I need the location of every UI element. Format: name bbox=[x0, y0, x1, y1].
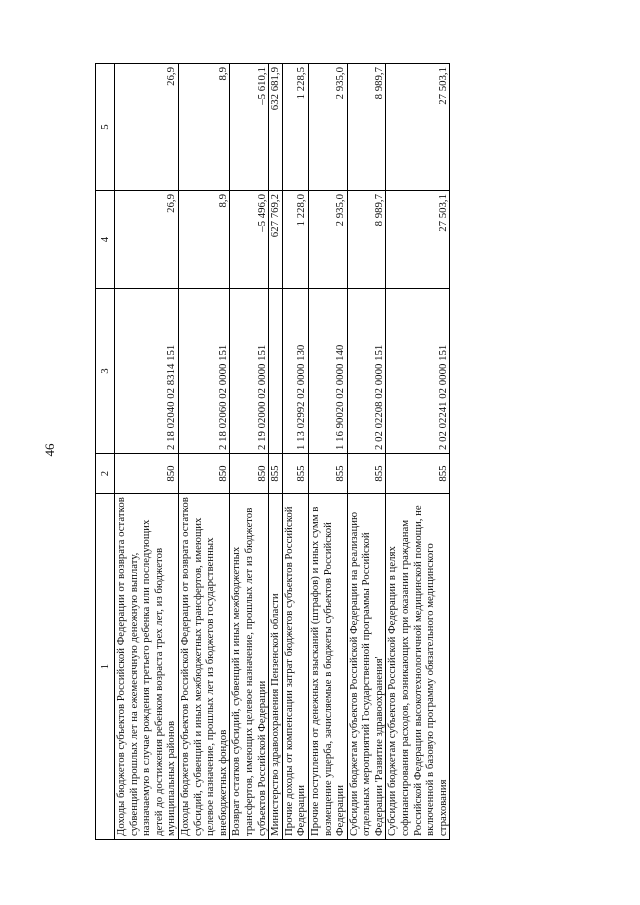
header-col-2: 2 bbox=[96, 454, 115, 494]
row-value-col4: 27 503,1 bbox=[386, 191, 450, 289]
row-name: Субсидии бюджетам субъектов Российской Федерации на реализацию отдельных мероприятий Государственной программы Российской Федерации 'Развитие здравоохранения' bbox=[347, 494, 386, 840]
row-value-col4: 8,9 bbox=[178, 191, 229, 289]
table-row bbox=[230, 64, 269, 840]
row-classification-code: 2 18 02040 02 8314 151 bbox=[115, 289, 179, 454]
table-row bbox=[347, 64, 386, 840]
row-value-col4: 627 769,2 bbox=[269, 191, 283, 289]
table-row bbox=[178, 64, 229, 840]
row-value-col5: 1 228,5 bbox=[282, 64, 308, 191]
header-col-3: 3 bbox=[96, 289, 115, 454]
row-admin-code: 850 bbox=[230, 454, 269, 494]
row-name: Доходы бюджетов субъектов Российской Федерации от возврата остатков субвенций прошлых лет на ежемесячную денежную выплату, назначаемую в случае рождения третьего ребенка или последующих детей до достижения ребенком возраста трех лет, из бюджетов муниципальных районов bbox=[115, 494, 179, 840]
page-number: 46 bbox=[42, 443, 57, 457]
rotated-page-content bbox=[95, 64, 608, 840]
table-row bbox=[308, 64, 347, 840]
row-classification-code: 2 02 02241 02 0000 151 bbox=[386, 289, 450, 454]
row-value-col4: 26,9 bbox=[115, 191, 179, 289]
row-classification-code: 1 13 02992 02 0000 130 bbox=[282, 289, 308, 454]
table-row bbox=[115, 64, 179, 840]
row-admin-code: 855 bbox=[269, 454, 283, 494]
row-name: Министерство здравоохранения Пензенской области bbox=[269, 494, 283, 840]
row-name: Прочие доходы от компенсации затрат бюджетов субъектов Российской Федерации bbox=[282, 494, 308, 840]
row-classification-code: 1 16 90020 02 0000 140 bbox=[308, 289, 347, 454]
table-row bbox=[282, 64, 308, 840]
table-header-row bbox=[96, 64, 115, 840]
row-value-col5: 8 989,7 bbox=[347, 64, 386, 191]
table-row bbox=[386, 64, 450, 840]
row-admin-code: 850 bbox=[178, 454, 229, 494]
row-value-col4: 1 228,0 bbox=[282, 191, 308, 289]
table-row bbox=[269, 64, 283, 840]
header-col-5: 5 bbox=[96, 64, 115, 191]
header-col-4: 4 bbox=[96, 191, 115, 289]
row-name: Субсидии бюджетам субъектов Российской Федерации в целях софинансирования расходов, возникающих при оказании гражданам Российской Федерации высокотехнологичной медицинской помощи, не включенной в базовую программу обязательного медицинского страхования bbox=[386, 494, 450, 840]
row-value-col4: 8 989,7 bbox=[347, 191, 386, 289]
row-admin-code: 855 bbox=[308, 454, 347, 494]
row-value-col5: 26,9 bbox=[115, 64, 179, 191]
row-value-col5: 632 681,9 bbox=[269, 64, 283, 191]
row-admin-code: 855 bbox=[386, 454, 450, 494]
row-value-col4: 2 935,0 bbox=[308, 191, 347, 289]
row-classification-code bbox=[269, 289, 283, 454]
row-value-col5: 8,9 bbox=[178, 64, 229, 191]
row-admin-code: 855 bbox=[347, 454, 386, 494]
revenue-table bbox=[95, 63, 450, 840]
row-value-col5: 27 503,1 bbox=[386, 64, 450, 191]
row-classification-code: 2 18 02060 02 0000 151 bbox=[178, 289, 229, 454]
row-admin-code: 855 bbox=[282, 454, 308, 494]
row-name: Доходы бюджетов субъектов Российской Федерации от возврата остатков субсидий, субвенций и иных межбюджетных трансфертов, имеющих целевое назначение, прошлых лет из бюджетов государственных внебюджетных фондов bbox=[178, 494, 229, 840]
row-name: Прочие поступления от денежных взысканий (штрафов) и иных сумм в возмещение ущерба, зачисляемые в бюджеты субъектов Российской Федерации bbox=[308, 494, 347, 840]
row-classification-code: 2 19 02000 02 0000 151 bbox=[230, 289, 269, 454]
row-name: Возврат остатков субсидий, субвенций и иных межбюджетных трансфертов, имеющих целевое назначение, прошлых лет из бюджетов субъектов Российской Федерации bbox=[230, 494, 269, 840]
row-value-col5: 2 935,0 bbox=[308, 64, 347, 191]
row-classification-code: 2 02 02208 02 0000 151 bbox=[347, 289, 386, 454]
row-value-col4: –5 496,0 bbox=[230, 191, 269, 289]
row-admin-code: 850 bbox=[115, 454, 179, 494]
row-value-col5: –5 610,1 bbox=[230, 64, 269, 191]
header-col-1: 1 bbox=[96, 494, 115, 840]
